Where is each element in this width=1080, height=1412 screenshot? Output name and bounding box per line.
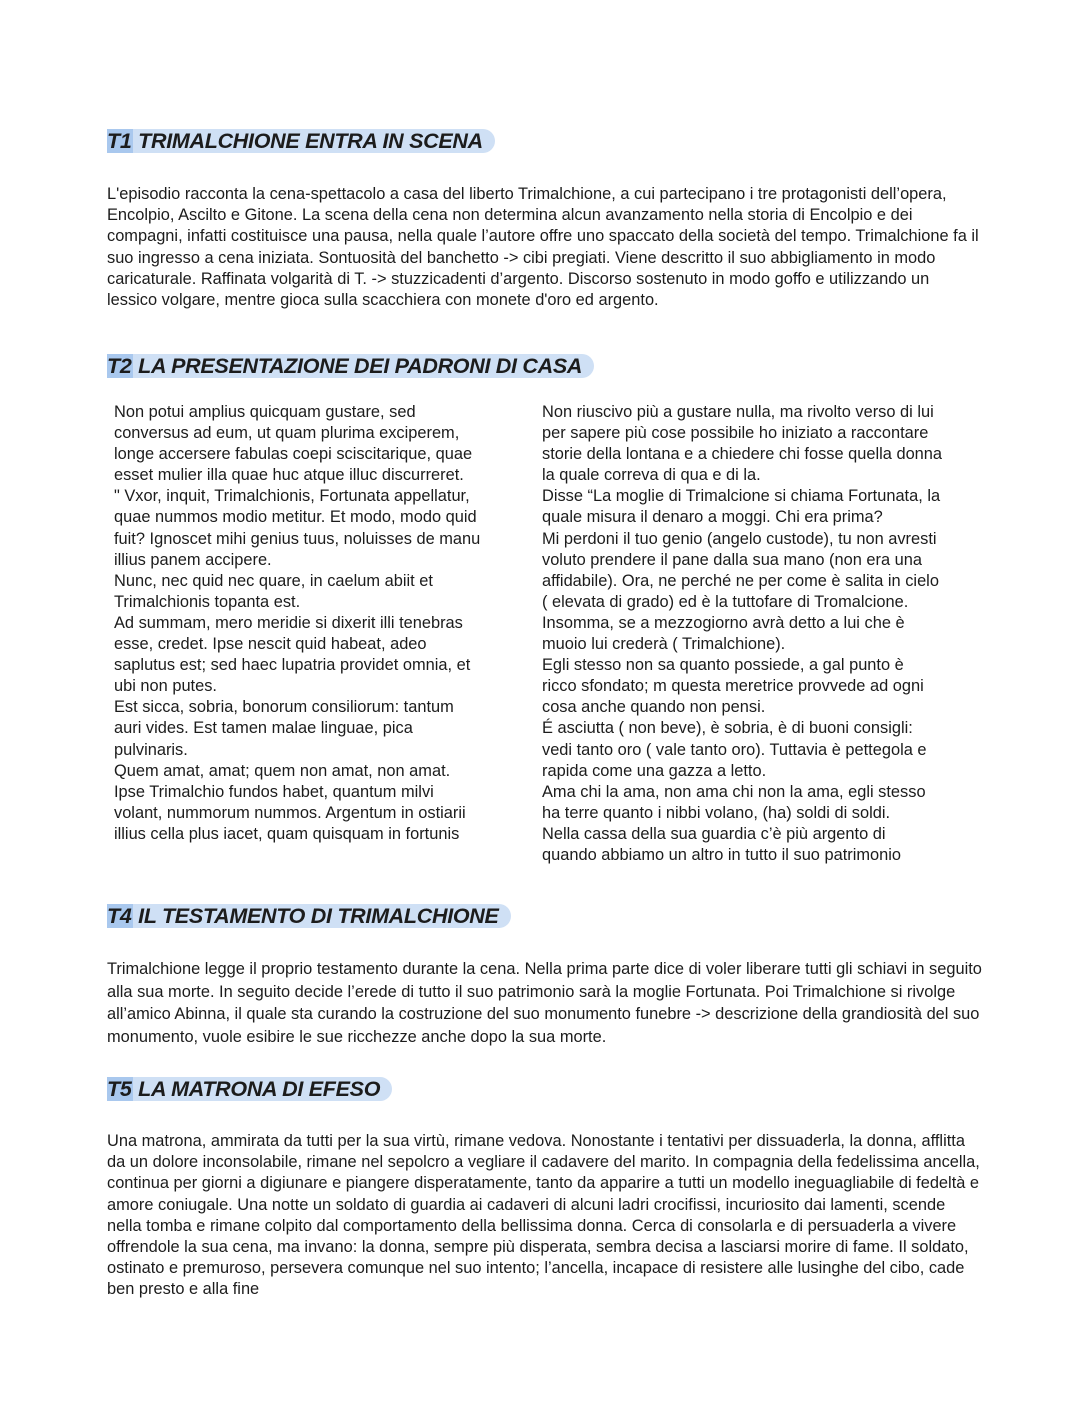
section-heading-t4 [107,904,511,929]
latin-line: Non potui amplius quicquam gustare, sed [114,403,416,421]
heading-title: LA MATRONA DI EFESO [132,1077,381,1101]
latin-line: Nunc, nec quid nec quare, in caelum abiit et [114,571,433,590]
translation-line: quando abbiamo un altro in tutto il suo patrimonio [542,845,902,864]
latin-line: esset mulier illa quae huc atque illuc discurreret. [114,466,464,485]
heading-highlight [107,1077,392,1101]
section-heading-t5 [107,1077,392,1102]
section-heading-t2 [107,354,594,379]
latin-line: Est sicca, sobria, bonorum consiliorum: tantum [114,698,454,717]
latin-line: Ad summam, mero meridie si dixerit illi tenebras [114,613,463,632]
latin-line: auri vides. Est tamen malae linguae, pica [114,719,413,738]
heading-title: IL TESTAMENTO DI TRIMALCHIONE [132,904,499,928]
heading-highlight [107,354,594,378]
heading-prefix: T5 [107,1077,132,1101]
translation-line: quale misura il denaro a moggi. Chi era prima? [542,508,883,527]
translation-line: affidabile). Ora, ne perché ne per come è salita in cielo [542,571,939,590]
translation-line: ( elevata di grado) ed è la tuttofare di Tromalcione. [542,592,909,611]
translation-line: la quale correva di qua e di la. [542,466,761,485]
latin-line: ubi non putes. [114,677,217,696]
translation-line: storie della lontana e a chiedere chi fosse quella donna [542,445,943,464]
latin-line: illius panem accipere. [114,550,272,569]
translation-line: per sapere più cose possibile ho iniziato a raccontare [542,424,929,443]
latin-line: esse, credet. Ipse nescit quid habeat, adeo [114,635,427,654]
italian-translation-column [542,402,982,866]
latin-line: Trimalchionis topanta est. [114,592,301,611]
translation-line: Non riuscivo più a gustare nulla, ma rivolto verso di lui [542,403,934,421]
heading-prefix: T2 [107,354,132,378]
translation-line: vedi tanto oro ( vale tanto oro). Tuttavia è pettegola e [542,740,927,759]
translation-line: Mi perdoni il tuo genio (angelo custode), tu non avresti [542,529,937,548]
latin-line: saplutus est; sed haec lupatria providet omnia, et [114,656,471,675]
translation-line: Nella cassa della sua guardia c’è più argento di [542,824,886,843]
latin-line: conversus ad eum, ut quam plurima exciperem, [114,424,460,443]
heading-highlight [107,904,511,928]
translation-line: ricco sfondato; m questa meretrice provvede ad ogni [542,677,924,696]
translation-line: Egli stesso non sa quanto possiede, a gal punto è [542,656,904,675]
heading-prefix: T1 [107,129,132,153]
heading-title: TRIMALCHIONE ENTRA IN SCENA [132,129,483,153]
section-heading-t1 [107,129,495,154]
translation-line: É asciutta ( non beve), è sobria, è di buoni consigli: [542,719,913,738]
latin-line: volant, nummorum nummos. Argentum in ostiarii [114,803,466,822]
latin-line: Quem amat, amat; quem non amat, non amat. [114,761,451,780]
translation-line: Insomma, se a mezzogiorno avrà detto a lui che è [542,613,905,632]
translation-line: cosa anche quando non pensi. [542,698,766,717]
latin-line: illius cella plus iacet, quam quisquam in fortunis [114,824,460,843]
translation-line: muoio lui crederà ( Trimalchione). [542,635,786,654]
latin-line: quae nummos modio metitur. Et modo, modo quid [114,508,477,527]
section-body-t5: Una matrona, ammirata da tutti per la sua virtù, rimane vedova. Nonostante i tentativi per dissuaderla, la donna, afflitta da un dolore inconsolabile, rimane nel sepolcro a vegliare il cadavere del marito. In compagnia della fedelissima ancella, continua per giorni a digiunare e piangere disperatamente, tanto da apparire a tutti un modello ineguagliabile di fedeltà e amore coniugale. Una notte un soldato di guardia ai cadaveri di alcuni ladri crocifissi, incuriosito dai lamenti, scende nella tomba e rimane colpito dal comportamento della bellissima donna. Cerca di consolarla e di persuaderla a vivere offrendole la sua cena, ma invano: la donna, sempre più disperata, sembra decisa a lasciarsi morire di fame. Il soldato, ostinato e premuroso, persevera comunque nel suo intento; l’ancella, incapace di resistere alle lusinghe del cibo, cade ben presto e alla fine [107,1132,980,1299]
heading-highlight [107,129,495,153]
translation-line: Disse “La moglie di Trimalcione si chiama Fortunata, la [542,487,941,506]
latin-text-column [114,402,524,845]
section-body-t4: Trimalchione legge il proprio testamento durante la cena. Nella prima parte dice di voler liberare tutti gli schiavi in seguito alla sua morte. In seguito decide l’erede di tutto il suo patrimonio sarà la moglie Fortunata. Poi Trimalchione si rivolge all’amico Abinna, il quale sta curando la costruzione del suo monumento funebre -> descrizione della grandiosità del suo monumento, vuole esibire le sue ricchezze anche dopo la sua morte. [107,960,982,1046]
latin-line: longe accersere fabulas coepi sciscitarique, quae [114,445,473,464]
heading-prefix: T4 [107,904,132,928]
latin-line: pulvinaris. [114,740,188,759]
section-body-t1: L'episodio racconta la cena-spettacolo a casa del liberto Trimalchione, a cui partecipano i tre protagonisti dell’opera, Encolpio, Ascilto e Gitone. La scena della cena non determina alcun avanzamento nella storia di Encolpio e dei compagni, infatti costituisce una pausa, nella quale l’autore offre uno spaccato della società del tempo. Trimalchione fa il suo ingresso a cena iniziata. Sontuosità del banchetto -> cibi pregiati. Viene descritto il suo abbigliamento in modo caricaturale. Raffinata volgarità di T. -> stuzzicadenti d’argento. Discorso sostenuto in modo goffo e utilizzando un lessico volgare, mentre gioca sulla scacchiera con monete d'oro ed argento. [107,185,979,310]
translation-line: rapida come una gazza a letto. [542,761,767,780]
latin-line: Ipse Trimalchio fundos habet, quantum milvi [114,782,434,801]
translation-line: ha terre quanto i nibbi volano, (ha) soldi di soldi. [542,803,891,822]
translation-line: voluto prendere il pane dalla sua mano (non era una [542,550,922,569]
latin-line: fuit? Ignoscet mihi genius tuus, noluisses de manu [114,529,481,548]
latin-line: " Vxor, inquit, Trimalchionis, Fortunata appellatur, [114,487,470,506]
heading-title: LA PRESENTAZIONE DEI PADRONI DI CASA [132,354,583,378]
translation-line: Ama chi la ama, non ama chi non la ama, egli stesso [542,782,926,801]
